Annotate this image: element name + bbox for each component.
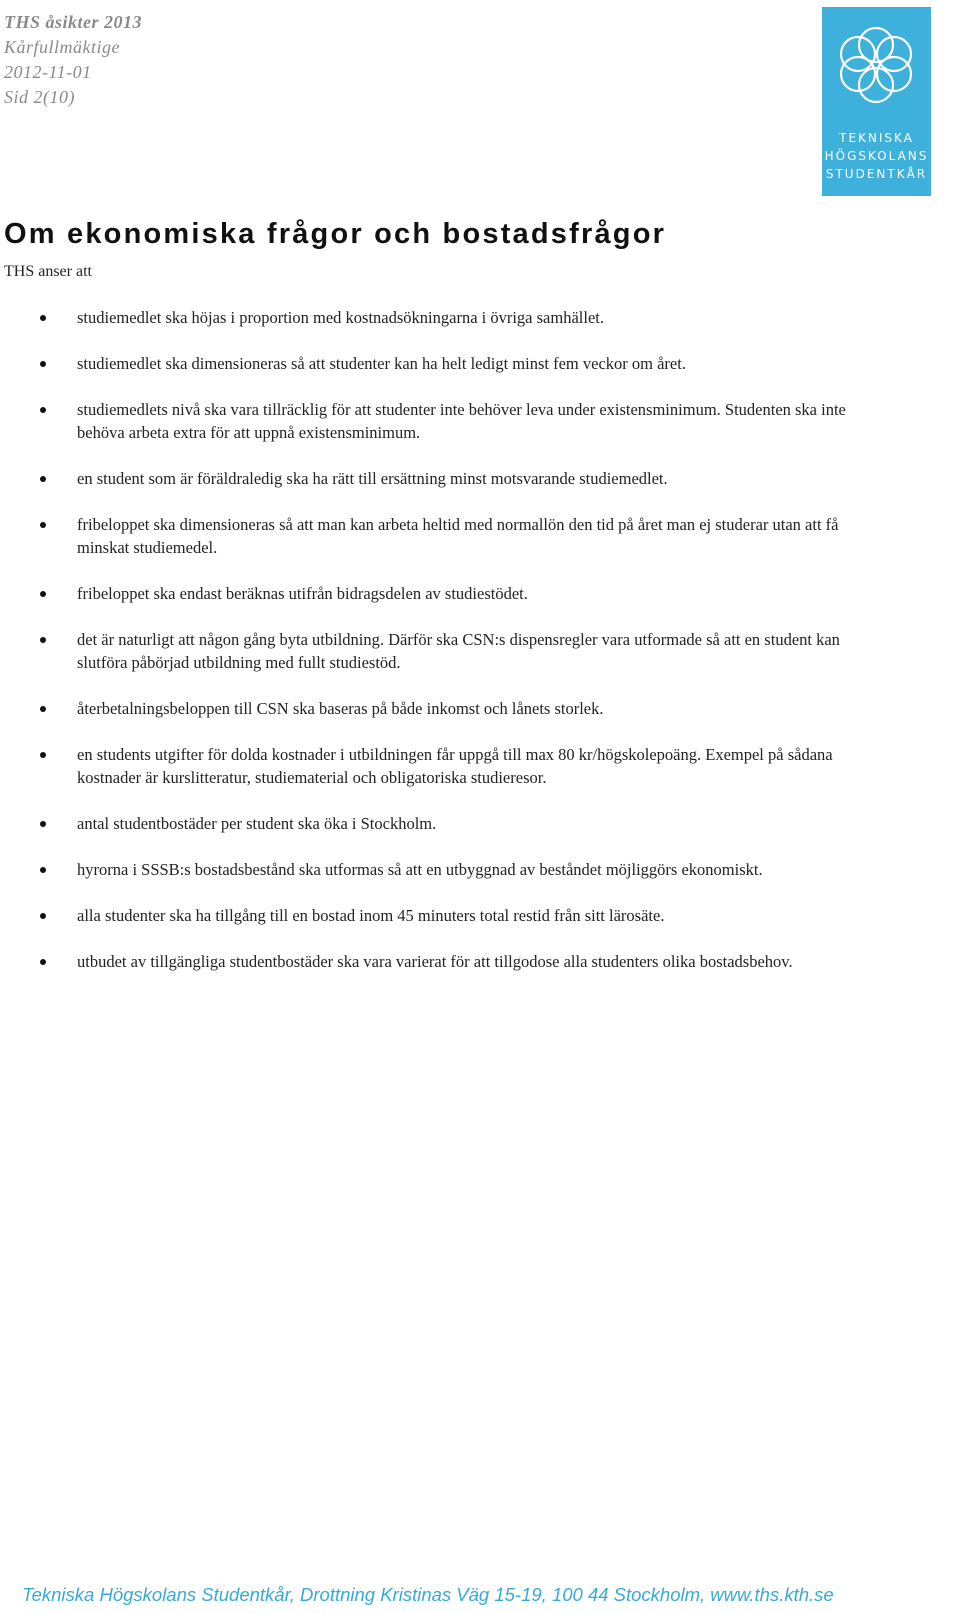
list-item — [0, 950, 857, 973]
page-footer: Tekniska Högskolans Studentkår, Drottning Kristinas Väg 15-19, 100 44 Stockholm, www.ths.kth.se — [22, 1584, 834, 1605]
list-item-text: studiemedlets nivå ska vara tillräcklig för att studenter inte behöver leva under existensminimum. Studenten ska inte behöva arbeta extra för att uppnå existensminimum. — [77, 400, 846, 442]
header-page-number: Sid 2(10) — [4, 87, 75, 107]
header-body: Kårfullmäktige — [4, 37, 120, 57]
section-heading: Om ekonomiska frågor och bostadsfrågor — [4, 218, 667, 250]
list-item — [0, 743, 857, 789]
list-item-text: en student som är föräldraledig ska ha rätt till ersättning minst motsvarande studiemedlet. — [77, 469, 668, 488]
logo-line: TEKNISKA — [839, 131, 914, 145]
bullet-icon — [40, 315, 46, 321]
list-item — [0, 697, 857, 720]
bullet-icon — [40, 706, 46, 712]
list-item — [0, 582, 857, 605]
list-item-text: antal studentbostäder per student ska öka i Stockholm. — [77, 814, 437, 833]
logo-line: HÖGSKOLANS — [824, 149, 929, 163]
list-item — [0, 812, 857, 835]
list-item-text: fribeloppet ska dimensioneras så att man kan arbeta heltid med normallön den tid på året man ej studerar utan att få minskat studiemedel. — [77, 515, 839, 557]
list-item — [0, 398, 857, 444]
logo-line: STUDENTKÅR — [825, 167, 928, 181]
bullet-icon — [40, 407, 46, 413]
list-item-text: studiemedlet ska höjas i proportion med kostnadsökningarna i övriga samhället. — [77, 308, 604, 327]
list-item — [0, 858, 857, 881]
logo-text — [822, 129, 931, 183]
bullet-icon — [40, 637, 46, 643]
interlocking-rings-icon — [822, 7, 931, 127]
bullet-icon — [40, 752, 46, 758]
position-list — [0, 306, 900, 996]
bullet-icon — [40, 591, 46, 597]
list-item — [0, 628, 857, 674]
list-item-text: det är naturligt att någon gång byta utbildning. Därför ska CSN:s dispensregler vara utformade så att en student kan slutföra påbörjad utbildning med fullt studiestöd. — [77, 630, 840, 672]
ths-logo — [822, 7, 931, 196]
bullet-icon — [40, 522, 46, 528]
list-item — [0, 513, 857, 559]
intro-text: THS anser att — [4, 263, 92, 280]
list-item — [0, 352, 857, 375]
list-item — [0, 904, 857, 927]
bullet-icon — [40, 476, 46, 482]
header-title: THS åsikter 2013 — [4, 12, 143, 32]
bullet-icon — [40, 913, 46, 919]
list-item-text: studiemedlet ska dimensioneras så att studenter kan ha helt ledigt minst fem veckor om året. — [77, 354, 686, 373]
list-item-text: återbetalningsbeloppen till CSN ska baseras på både inkomst och lånets storlek. — [77, 699, 604, 718]
list-item-text: hyrorna i SSSB:s bostadsbestånd ska utformas så att en utbyggnad av beståndet möjliggörs ekonomiskt. — [77, 860, 763, 879]
document-header — [4, 10, 142, 110]
bullet-icon — [40, 361, 46, 367]
list-item — [0, 467, 857, 490]
list-item-text: en students utgifter för dolda kostnader i utbildningen får uppgå till max 80 kr/högskolepoäng. Exempel på sådana kostnader är kurslitteratur, studiematerial och obligatoriska studieresor. — [77, 745, 833, 787]
bullet-icon — [40, 867, 46, 873]
list-item-text: alla studenter ska ha tillgång till en bostad inom 45 minuters total restid från sitt lärosäte. — [77, 906, 665, 925]
bullet-icon — [40, 821, 46, 827]
header-date: 2012-11-01 — [4, 62, 92, 82]
list-item — [0, 306, 857, 329]
bullet-icon — [40, 959, 46, 965]
list-item-text: fribeloppet ska endast beräknas utifrån bidragsdelen av studiestödet. — [77, 584, 528, 603]
list-item-text: utbudet av tillgängliga studentbostäder ska vara varierat för att tillgodose alla studenters olika bostadsbehov. — [77, 952, 793, 971]
